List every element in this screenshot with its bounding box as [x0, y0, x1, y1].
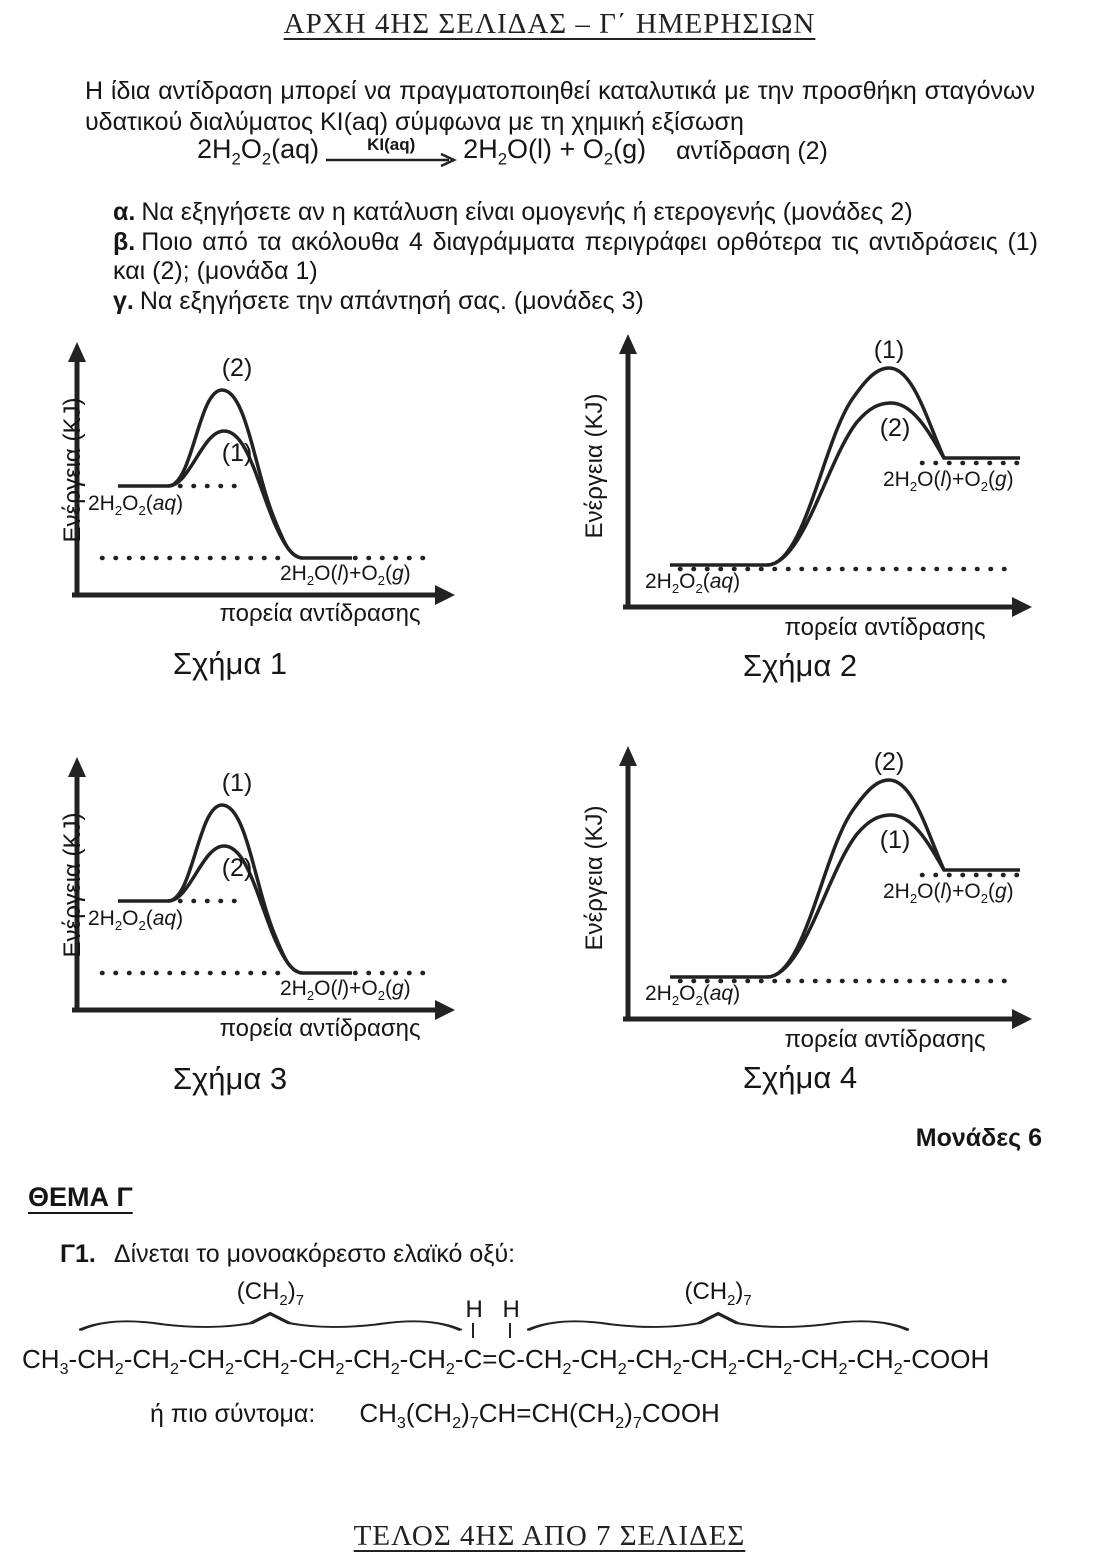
reaction-arrow [325, 136, 457, 167]
curve-label-outer: (2) [221, 354, 253, 382]
products-label: $2H_2O(l)+O_2(g)$ [280, 562, 411, 589]
question-c-text: Να εξηγήσετε την απάντησή σας. (μονάδες 3) [139, 286, 644, 315]
left-brace-icon [79, 1310, 461, 1334]
x-axis-label: πορεία αντίδρασης [219, 600, 421, 627]
question-a [113, 198, 1038, 228]
equation-lhs: $2H_2O_2(aq)$ [197, 134, 320, 169]
question-c-label: γ. [113, 286, 134, 315]
curve-label-inner: (1) [221, 439, 253, 467]
curve-outer [670, 368, 1020, 565]
structural-formula [22, 1278, 1084, 1379]
products-label: $2H_2O(l)+O_2(g)$ [280, 977, 411, 1004]
arrow-icon [325, 153, 457, 167]
curve-label-inner: (2) [879, 414, 911, 442]
energy-diagram-3 [30, 753, 500, 1125]
left-chain-text: $CH_2-CH_2-CH_2-CH_2-CH_2-CH_2-CH_2-$ [77, 1344, 464, 1379]
curve-outer [118, 390, 352, 558]
products-label: $2H_2O(l)+O_2(g)$ [883, 880, 1014, 907]
theme-title: ΘΕΜΑ Γ [28, 1182, 133, 1212]
energy-diagram-4 [565, 742, 1089, 1127]
alkene-group [463, 1296, 525, 1375]
curve-label-outer: (1) [873, 336, 905, 364]
curve-label-inner: (1) [879, 826, 911, 854]
question-a-text: Να εξηγήσετε αν η κατάλυση είναι ομογενής ή ετερογενής (μονάδες 2) [141, 198, 913, 226]
energy-diagram-1 [30, 338, 500, 710]
page-header: ΑΡΧΗ 4ΗΣ ΣΕΛΙΔΑΣ – Γ΄ ΗΜΕΡΗΣΙΩΝ [283, 8, 816, 40]
question-c [113, 287, 1038, 317]
chain-suffix: COOH [911, 1344, 990, 1374]
ch-bond-left [472, 1323, 474, 1338]
question-b [113, 228, 1038, 287]
diagram-caption: Σχήμα 1 [172, 646, 288, 681]
question-g1-label: Γ1. [60, 1240, 96, 1268]
equation-rhs: $2H_2O(l) + O_2(g)$ [463, 134, 647, 169]
right-chain-text: $CH_2-CH_2-CH_2-CH_2-CH_2-CH_2-CH_2-$ [524, 1344, 912, 1379]
right-ch2-group [524, 1278, 912, 1379]
diagram-caption: Σχήμα 3 [172, 1061, 288, 1096]
curve-outer [670, 780, 1020, 977]
question-b-text: Ποιο από τα ακόλουθα 4 διαγράμματα περιγράφει ορθότερα τις αντιδράσεις (1) και (2); (μονάδα 1) [113, 227, 1038, 285]
question-g1 [60, 1240, 515, 1269]
diagram-caption: Σχήμα 2 [742, 648, 858, 683]
y-axis-label: Ενέργεια (KJ) [581, 805, 608, 951]
chain-prefix: $CH_3-$ [22, 1344, 78, 1379]
reactants-label: $2H_2O_2(aq)$ [88, 492, 184, 519]
reactants-label: $2H_2O_2(aq)$ [88, 907, 184, 934]
condensed-formula: $CH_3(CH_2)_7CH=CH(CH_2)_7COOH$ [359, 1398, 720, 1433]
reactants-label: $2H_2O_2(aq)$ [645, 570, 741, 597]
question-a-label: α. [113, 198, 136, 226]
left-ch2-group [77, 1278, 464, 1379]
h-atom-right: H [502, 1296, 520, 1323]
x-axis-label: πορεία αντίδρασης [784, 1026, 986, 1053]
page-footer: ΤΕΛΟΣ 4ΗΣ ΑΠΟ 7 ΣΕΛΙΔΕΣ [353, 1520, 746, 1552]
x-axis-label: πορεία αντίδρασης [784, 614, 986, 641]
y-axis-arrow-icon [619, 746, 637, 766]
right-brace-label: $(CH_2)_7$ [684, 1278, 752, 1309]
intro-paragraph: Η ίδια αντίδραση μπορεί να πραγματοποιηθεί καταλυτικά με την προσθήκη σταγόνων υδατικού διαλύματος KI(aq) σύμφωνα με τη χημική εξίσωση [85, 77, 1035, 136]
chemical-equation [197, 134, 828, 169]
y-axis-label: Ενέργεια (KJ) [581, 393, 608, 539]
curve-label-outer: (1) [221, 769, 253, 797]
h-atom-left: H [465, 1296, 483, 1323]
question-list [113, 198, 1038, 316]
energy-diagram-3-plot [30, 753, 500, 1053]
energy-diagram-2 [565, 330, 1089, 715]
carbon-chain [22, 1278, 1084, 1379]
catalyst-label: KI(aq) [367, 135, 416, 155]
energy-diagram-1-plot [30, 338, 500, 638]
condensed-formula-label: ή πιο σύντομα: [150, 1400, 316, 1428]
products-label: $2H_2O(l)+O_2(g)$ [883, 468, 1014, 495]
marks-label: Μονάδες 6 [915, 1124, 1042, 1152]
question-g1-text: Δίνεται το μονοακόρεστο ελαϊκό οξύ: [113, 1240, 516, 1268]
condensed-formula-row [150, 1398, 720, 1433]
equation-name: αντίδραση (2) [676, 137, 828, 166]
y-axis-label: Ενέργεια (KJ) [59, 397, 86, 543]
curve-label-outer: (2) [873, 748, 905, 776]
y-axis-arrow-icon [619, 334, 637, 354]
alkene-text: C=C- [463, 1344, 525, 1374]
diagram-caption: Σχήμα 4 [742, 1060, 858, 1095]
curve-label-inner: (2) [221, 854, 253, 882]
ch-bond-right [509, 1323, 511, 1338]
curve-outer [118, 805, 352, 973]
y-axis-label: Ενέργεια (KJ) [59, 812, 86, 958]
x-axis-label: πορεία αντίδρασης [219, 1015, 421, 1042]
reactants-label: $2H_2O_2(aq)$ [645, 982, 741, 1009]
left-brace-label: $(CH_2)_7$ [236, 1278, 304, 1309]
question-b-label: β. [113, 227, 136, 256]
right-brace-icon [527, 1310, 909, 1334]
